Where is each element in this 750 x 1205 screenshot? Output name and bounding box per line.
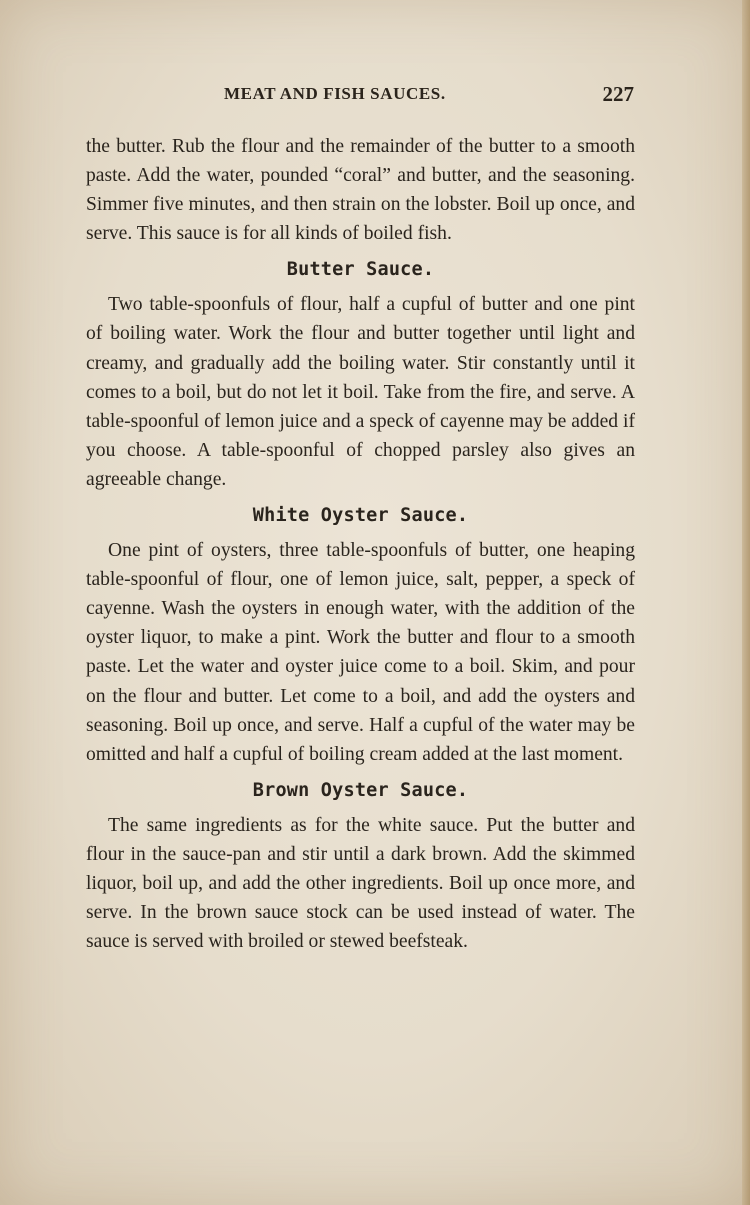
white-oyster-sauce-heading: White Oyster Sauce. [252, 505, 469, 527]
butter-sauce-heading: Butter Sauce. [286, 259, 435, 281]
butter-sauce-recipe: Two table-spoonfuls of flour, half a cupful of butter and one pint of boiling water. Work the flour and butter together until light and creamy, and gradually add the boiling water. Stir constantly until it comes to a boil, but do not let it boil. Take from the fire, and serve. A table-spoonful of lemon juice and a speck of cayenne may be added if you choose. A table-spoonful of chopped parsley also gives an agreeable change. [86, 294, 635, 490]
brown-oyster-sauce-heading: Brown Oyster Sauce. [252, 779, 469, 801]
page-header [84, 84, 634, 110]
page-edge [742, 0, 750, 1205]
page-number: 227 [602, 82, 634, 106]
brown-oyster-sauce-recipe: The same ingredients as for the white sauce. Put the butter and flour in the sauce-pan and stir until a dark brown. Add the skimmed liquor, boil up, and add the other ingredients. Boil up once more, and serve. In the brown sauce stock can be used instead of water. The sauce is served with broiled or stewed beefsteak. [86, 814, 635, 953]
page-body [86, 132, 635, 956]
running-head: MEAT AND FISH SAUCES. [224, 84, 446, 103]
white-oyster-sauce-recipe: One pint of oysters, three table-spoonfuls of butter, one heaping table-spoonful of flour, one of lemon juice, salt, pepper, a speck of cayenne. Wash the oysters in enough water, with the addition of the oyster liquor, to make a pint. Work the butter and flour to a smooth paste. Let the water and oyster juice come to a boil. Skim, and pour on the flour and butter. Let come to a boil, and add the oysters and seasoning. Boil up once, and serve. Half a cupful of the water may be omitted and half a cupful of boiling cream added at the last moment. [86, 540, 635, 765]
continued-paragraph: the butter. Rub the flour and the remainder of the butter to a smooth paste. Add the water, pounded “coral” and butter, and the seasoning. Simmer five minutes, and then strain on the lobster. Boil up once, and serve. This sauce is for all kinds of boiled fish. [86, 136, 635, 245]
